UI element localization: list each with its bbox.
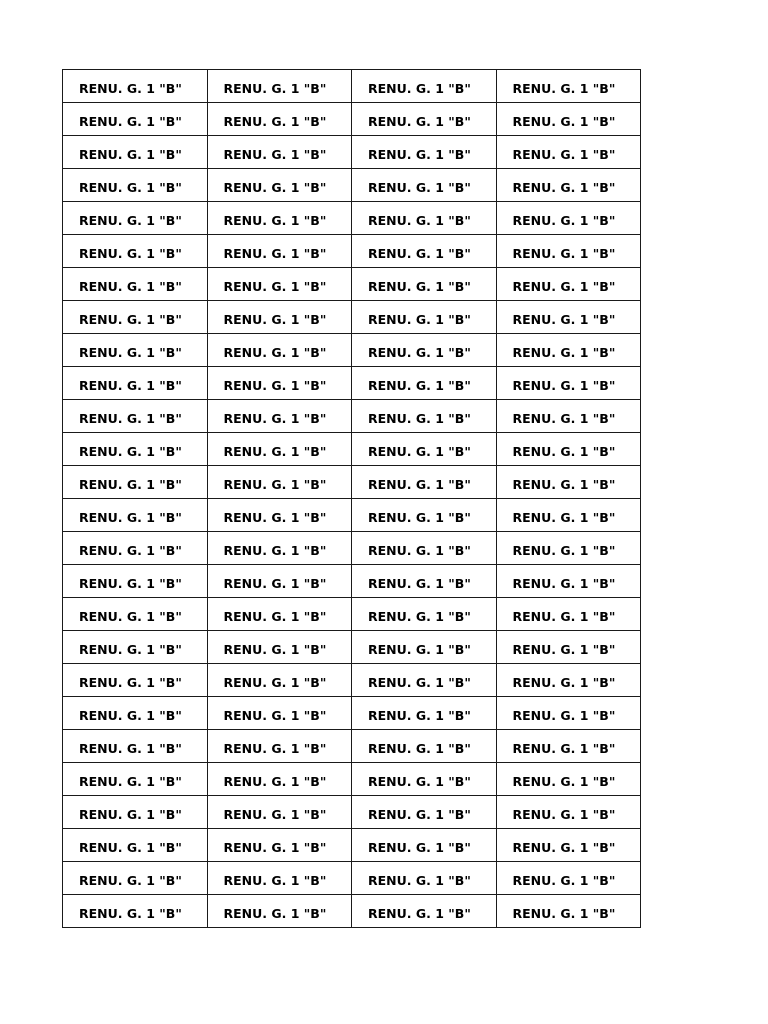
label-cell: RENU. G. 1 "B" — [496, 136, 641, 169]
label-cell: RENU. G. 1 "B" — [207, 70, 352, 103]
table-row — [63, 862, 641, 895]
label-cell: RENU. G. 1 "B" — [63, 631, 208, 664]
label-cell: RENU. G. 1 "B" — [496, 466, 641, 499]
label-cell: RENU. G. 1 "B" — [352, 367, 497, 400]
table-row — [63, 598, 641, 631]
label-cell: RENU. G. 1 "B" — [496, 532, 641, 565]
label-cell: RENU. G. 1 "B" — [63, 433, 208, 466]
label-cell: RENU. G. 1 "B" — [207, 763, 352, 796]
label-cell: RENU. G. 1 "B" — [207, 433, 352, 466]
label-cell: RENU. G. 1 "B" — [207, 301, 352, 334]
label-cell: RENU. G. 1 "B" — [496, 664, 641, 697]
table-row — [63, 664, 641, 697]
label-cell: RENU. G. 1 "B" — [207, 400, 352, 433]
label-cell: RENU. G. 1 "B" — [352, 235, 497, 268]
label-cell: RENU. G. 1 "B" — [352, 598, 497, 631]
label-cell: RENU. G. 1 "B" — [496, 70, 641, 103]
label-cell: RENU. G. 1 "B" — [63, 796, 208, 829]
label-cell: RENU. G. 1 "B" — [496, 433, 641, 466]
label-cell: RENU. G. 1 "B" — [63, 334, 208, 367]
label-cell: RENU. G. 1 "B" — [207, 499, 352, 532]
label-cell: RENU. G. 1 "B" — [63, 202, 208, 235]
label-cell: RENU. G. 1 "B" — [352, 631, 497, 664]
label-sheet-body — [63, 70, 641, 928]
label-cell: RENU. G. 1 "B" — [63, 730, 208, 763]
label-cell: RENU. G. 1 "B" — [352, 829, 497, 862]
table-row — [63, 70, 641, 103]
label-cell: RENU. G. 1 "B" — [352, 895, 497, 928]
table-row — [63, 565, 641, 598]
table-row — [63, 202, 641, 235]
label-cell: RENU. G. 1 "B" — [63, 895, 208, 928]
label-cell: RENU. G. 1 "B" — [496, 268, 641, 301]
label-cell: RENU. G. 1 "B" — [352, 565, 497, 598]
label-cell: RENU. G. 1 "B" — [496, 895, 641, 928]
label-cell: RENU. G. 1 "B" — [207, 697, 352, 730]
label-cell: RENU. G. 1 "B" — [63, 565, 208, 598]
label-cell: RENU. G. 1 "B" — [207, 268, 352, 301]
label-cell: RENU. G. 1 "B" — [352, 763, 497, 796]
label-cell: RENU. G. 1 "B" — [496, 334, 641, 367]
label-cell: RENU. G. 1 "B" — [496, 301, 641, 334]
label-cell: RENU. G. 1 "B" — [496, 202, 641, 235]
label-cell: RENU. G. 1 "B" — [63, 532, 208, 565]
label-cell: RENU. G. 1 "B" — [63, 70, 208, 103]
table-row — [63, 169, 641, 202]
table-row — [63, 697, 641, 730]
label-cell: RENU. G. 1 "B" — [496, 631, 641, 664]
label-cell: RENU. G. 1 "B" — [63, 466, 208, 499]
label-cell: RENU. G. 1 "B" — [496, 730, 641, 763]
label-cell: RENU. G. 1 "B" — [352, 103, 497, 136]
label-cell: RENU. G. 1 "B" — [496, 697, 641, 730]
label-cell: RENU. G. 1 "B" — [207, 169, 352, 202]
label-cell: RENU. G. 1 "B" — [352, 730, 497, 763]
label-cell: RENU. G. 1 "B" — [496, 565, 641, 598]
label-cell: RENU. G. 1 "B" — [207, 664, 352, 697]
table-row — [63, 103, 641, 136]
table-row — [63, 466, 641, 499]
table-row — [63, 796, 641, 829]
label-cell: RENU. G. 1 "B" — [207, 598, 352, 631]
table-row — [63, 730, 641, 763]
label-cell: RENU. G. 1 "B" — [63, 235, 208, 268]
table-row — [63, 895, 641, 928]
label-cell: RENU. G. 1 "B" — [207, 631, 352, 664]
label-cell: RENU. G. 1 "B" — [207, 466, 352, 499]
label-cell: RENU. G. 1 "B" — [352, 796, 497, 829]
table-row — [63, 334, 641, 367]
table-row — [63, 433, 641, 466]
label-cell: RENU. G. 1 "B" — [352, 664, 497, 697]
label-cell: RENU. G. 1 "B" — [496, 763, 641, 796]
table-row — [63, 532, 641, 565]
label-cell: RENU. G. 1 "B" — [63, 829, 208, 862]
label-cell: RENU. G. 1 "B" — [63, 598, 208, 631]
label-cell: RENU. G. 1 "B" — [207, 796, 352, 829]
label-cell: RENU. G. 1 "B" — [496, 598, 641, 631]
label-cell: RENU. G. 1 "B" — [496, 103, 641, 136]
label-cell: RENU. G. 1 "B" — [207, 202, 352, 235]
label-cell: RENU. G. 1 "B" — [207, 136, 352, 169]
table-row — [63, 829, 641, 862]
label-cell: RENU. G. 1 "B" — [207, 730, 352, 763]
label-cell: RENU. G. 1 "B" — [207, 235, 352, 268]
label-cell: RENU. G. 1 "B" — [496, 499, 641, 532]
label-cell: RENU. G. 1 "B" — [352, 697, 497, 730]
label-cell: RENU. G. 1 "B" — [207, 829, 352, 862]
label-cell: RENU. G. 1 "B" — [352, 202, 497, 235]
label-cell: RENU. G. 1 "B" — [352, 268, 497, 301]
label-cell: RENU. G. 1 "B" — [207, 334, 352, 367]
label-cell: RENU. G. 1 "B" — [496, 862, 641, 895]
table-row — [63, 136, 641, 169]
label-cell: RENU. G. 1 "B" — [63, 499, 208, 532]
label-cell: RENU. G. 1 "B" — [352, 70, 497, 103]
label-cell: RENU. G. 1 "B" — [63, 169, 208, 202]
label-cell: RENU. G. 1 "B" — [352, 169, 497, 202]
label-cell: RENU. G. 1 "B" — [63, 400, 208, 433]
label-cell: RENU. G. 1 "B" — [63, 664, 208, 697]
table-row — [63, 763, 641, 796]
table-row — [63, 631, 641, 664]
label-cell: RENU. G. 1 "B" — [63, 862, 208, 895]
table-row — [63, 400, 641, 433]
label-cell: RENU. G. 1 "B" — [207, 367, 352, 400]
table-row — [63, 367, 641, 400]
label-cell: RENU. G. 1 "B" — [496, 367, 641, 400]
label-cell: RENU. G. 1 "B" — [63, 697, 208, 730]
label-cell: RENU. G. 1 "B" — [496, 796, 641, 829]
label-sheet-table — [62, 69, 641, 928]
label-cell: RENU. G. 1 "B" — [352, 862, 497, 895]
label-cell: RENU. G. 1 "B" — [207, 103, 352, 136]
table-row — [63, 499, 641, 532]
label-cell: RENU. G. 1 "B" — [207, 532, 352, 565]
label-cell: RENU. G. 1 "B" — [207, 895, 352, 928]
label-cell: RENU. G. 1 "B" — [352, 301, 497, 334]
table-row — [63, 268, 641, 301]
label-cell: RENU. G. 1 "B" — [352, 136, 497, 169]
label-cell: RENU. G. 1 "B" — [63, 367, 208, 400]
label-cell: RENU. G. 1 "B" — [352, 334, 497, 367]
label-cell: RENU. G. 1 "B" — [207, 862, 352, 895]
label-cell: RENU. G. 1 "B" — [63, 136, 208, 169]
label-cell: RENU. G. 1 "B" — [496, 829, 641, 862]
label-cell: RENU. G. 1 "B" — [207, 565, 352, 598]
label-cell: RENU. G. 1 "B" — [496, 235, 641, 268]
table-row — [63, 235, 641, 268]
label-cell: RENU. G. 1 "B" — [63, 103, 208, 136]
label-cell: RENU. G. 1 "B" — [352, 400, 497, 433]
label-cell: RENU. G. 1 "B" — [352, 466, 497, 499]
label-cell: RENU. G. 1 "B" — [496, 400, 641, 433]
label-cell: RENU. G. 1 "B" — [352, 433, 497, 466]
label-cell: RENU. G. 1 "B" — [63, 763, 208, 796]
label-cell: RENU. G. 1 "B" — [63, 301, 208, 334]
label-cell: RENU. G. 1 "B" — [63, 268, 208, 301]
label-cell: RENU. G. 1 "B" — [352, 532, 497, 565]
label-cell: RENU. G. 1 "B" — [352, 499, 497, 532]
label-cell: RENU. G. 1 "B" — [496, 169, 641, 202]
table-row — [63, 301, 641, 334]
